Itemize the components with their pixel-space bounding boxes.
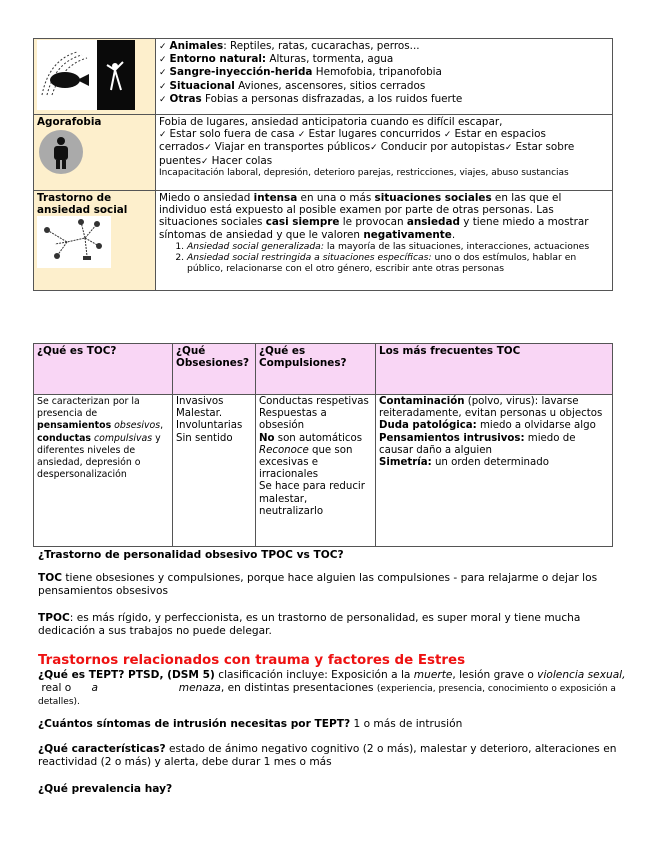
tept-paragraph: ¿Qué es TEPT? PTSD, (DSM 5) clasificación incluye: Exposición a la muerte, lesión grave o violencia sexual, real o a menaza, en distintas presentaciones (experiencia, presencia, conocimiento o exposición a detalles). (38, 669, 626, 707)
list-item: 1. Ansiedad social generalizada: la mayoría de las situaciones, interacciones, actuaciones (187, 241, 609, 252)
list-item: ✓ Entorno natural: Alturas, tormenta, agua (159, 53, 394, 66)
check-icon: ✓ (159, 94, 167, 105)
row-label: Agorafobia (37, 116, 102, 128)
obsessions-cell: Invasivos Malestar. Involuntarias Sin sentido (173, 395, 256, 547)
table-header-row (34, 344, 613, 395)
list-item: 2. Ansiedad social restringida a situaciones específicas: uno o dos estímulos, hablar en público, relacionarse con el otro género, escribir ante otras personas (187, 252, 609, 274)
table-row (34, 395, 613, 547)
check-icon: ✓ (204, 143, 212, 154)
list-item: ✓ Situacional Aviones, ascensores, sitios cerrados (159, 79, 426, 92)
check-icon: ✓ (159, 130, 167, 141)
list-item: ✓ Sangre-inyección-herida Hemofobia, tripanofobia (159, 66, 442, 79)
column-header: ¿Qué es Compulsiones? (256, 344, 376, 395)
compulsions-cell: Conductas respetivas Respuestas a obsesión No son automáticos Reconoce que son excesivas e irracionales Se hace para reducir malestar, neutralizarlo (256, 395, 376, 547)
label-cell (34, 191, 156, 291)
check-icon: ✓ (443, 130, 452, 141)
check-icon: ✓ (159, 42, 167, 52)
check-icon: ✓ (297, 130, 306, 141)
column-header: ¿Qué es TOC? (34, 344, 173, 395)
tpoc-question: ¿Trastorno de personalidad obsesivo TPOC vs TOC? (38, 549, 344, 561)
table-row (34, 39, 613, 115)
agoraphobia-illustration (37, 128, 85, 176)
frequent-toc-cell: Contaminación (polvo, virus): lavarse reiteradamente, evitan personas u objectos Duda patológica: miedo a olvidarse algo Pensamientos intrusivos: miedo de causar daño a alguien Simetría: un orden determinado (376, 395, 613, 547)
list-item: ✓ Animales: Reptiles, ratas, cucarachas, perros... (159, 40, 420, 52)
specific-phobia-types (156, 39, 613, 115)
label-cell (34, 115, 156, 191)
table-row (34, 115, 613, 191)
phobia-illustration (37, 40, 135, 110)
intrusion-paragraph: ¿Cuántos síntomas de intrusión necesitas por TEPT? 1 o más de intrusión (38, 718, 463, 730)
social-anxiety-types (159, 241, 609, 274)
toc-paragraph: TOC tiene obsesiones y compulsiones, porque hace alguien las compulsiones - para relajarme o dejar los pensamientos obsesivos (38, 572, 598, 597)
check-icon: ✓ (370, 143, 378, 154)
characteristics-paragraph: ¿Qué características? estado de ánimo negativo cognitivo (2 o más), malestar y deterioro, alteraciones en reactividad (2 o más) y alerta, debe durar 1 mes o más (38, 743, 617, 768)
toc-table (33, 343, 613, 547)
prevalence-question: ¿Qué prevalencia hay? (38, 783, 173, 795)
check-icon: ✓ (159, 68, 167, 79)
column-header: Los más frecuentes TOC (376, 344, 613, 395)
check-icon: ✓ (504, 143, 513, 154)
label-cell (34, 39, 156, 115)
tpoc-paragraph: TPOC: es más rígido, y perfeccionista, es un trastorno de personalidad, es super moral y tiene mucha dedicación a sus trabajos no puede delegar. (38, 612, 581, 637)
agoraphobia-situations: ✓ Estar solo fuera de casa ✓ Estar lugares concurridos ✓ Estar en espacios cerrados✓ Viajar en transportes públicos✓ Conducir por autopistas✓ Estar sobre puentes✓ Hacer colas (159, 128, 575, 167)
phobia-table (33, 38, 613, 291)
table-row (34, 191, 613, 291)
list-item: ✓ Otras Fobias a personas disfrazadas, a los ruidos fuerte (159, 92, 463, 105)
social-anxiety-illustration (37, 216, 111, 268)
row-label: Trastorno de ansiedad social (37, 192, 128, 217)
toc-definition-cell: Se caracterizan por la presencia de pensamientos obsesivos, conductas compulsivas y diferentes niveles de ansiedad, depresión o despersonalización (34, 395, 173, 547)
social-anxiety-description: Miedo o ansiedad intensa en una o más situaciones sociales en las que el individuo está expuesto al posible examen por parte de otras personas. Las situaciones sociales casi siempre le provocan ansiedad y tiene miedo a mostrar síntomas de ansiedad y que le valoren negativamente. 1. Ansiedad social generalizada: la mayoría de las situaciones, interacciones, actuaciones 2. Ansiedad social restringida a situaciones específicas: uno o dos estímulos, hablar en público, relacionarse con el otro género, escribir ante otras personas (156, 191, 613, 291)
check-icon: ✓ (159, 55, 167, 66)
agoraphobia-description: Fobia de lugares, ansiedad anticipatoria cuando es difícil escapar, ✓ Estar solo fuera de casa ✓ Estar lugares concurridos ✓ Estar en espacios cerrados✓ Viajar en transportes públicos✓ Conducir por autopistas✓ Estar sobre puentes✓ Hacer colas Incapacitación laboral, depresión, deterioro parejas, restricciones, viajes, abuso sustancias (156, 115, 613, 191)
check-icon: ✓ (201, 156, 209, 167)
column-header: ¿Qué Obsesiones? (173, 344, 256, 395)
check-icon: ✓ (159, 81, 167, 92)
trauma-heading: Trastornos relacionados con trauma y factores de Estres (38, 653, 466, 668)
